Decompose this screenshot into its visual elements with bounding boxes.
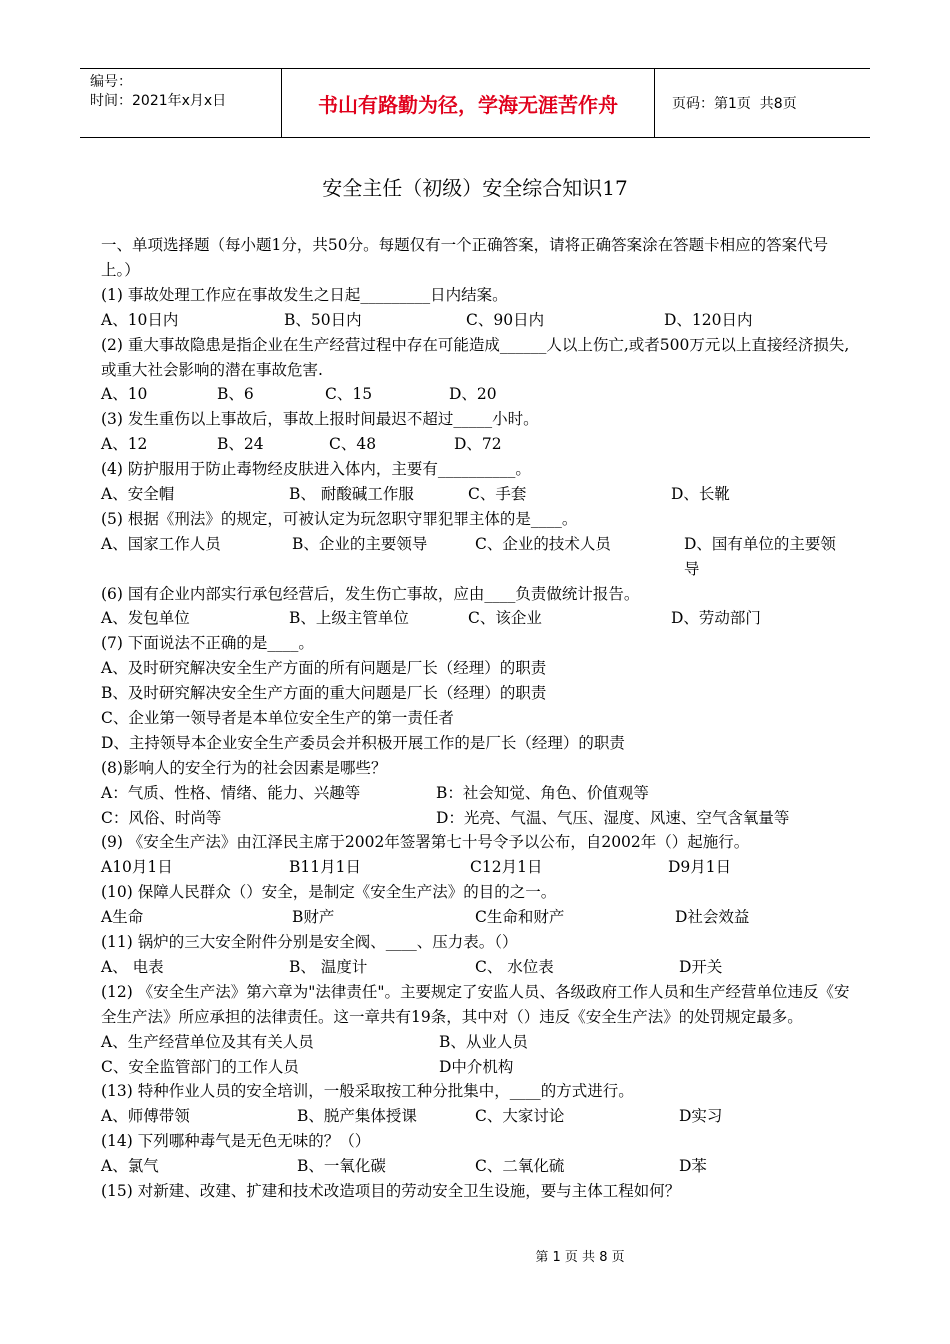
options-14 xyxy=(101,1154,851,1179)
option-a: A、安全帽 xyxy=(101,484,175,503)
options-10 xyxy=(101,905,851,930)
option-c: C：风俗、时尚等 xyxy=(101,808,222,827)
option-b: B财产 xyxy=(292,908,335,927)
options-11 xyxy=(101,955,851,980)
option-c: C、15 xyxy=(325,385,373,404)
option-b: B、企业的主要领导 xyxy=(292,534,428,553)
options-4 xyxy=(101,482,851,507)
option-d: D、20 xyxy=(449,385,497,404)
question-8: (8)影响人的安全行为的社会因素是哪些？ xyxy=(101,758,387,777)
option-b: B：社会知觉、角色、价值观等 xyxy=(436,783,649,802)
options-12-row2 xyxy=(101,1055,851,1080)
page-footer: 第 1 页 共 8 页 xyxy=(535,1250,625,1265)
option-b: B、50日内 xyxy=(284,310,362,329)
options-2 xyxy=(101,382,851,407)
question-3: (3) 发生重伤以上事故后，事故上报时间最迟不超过_____小时。 xyxy=(101,410,539,429)
option-d: D苯 xyxy=(679,1157,707,1176)
option-c: C、90日内 xyxy=(466,310,545,329)
option-d: D、国有单位的主要领导 xyxy=(684,534,836,578)
question-10: (10) 保障人民群众（）安全，是制定《安全生产法》的目的之一。 xyxy=(101,883,557,902)
date-label: 时间：2021年x月x日 xyxy=(90,93,227,109)
header-table xyxy=(80,68,870,138)
option-c: C、 水位表 xyxy=(475,957,554,976)
option-b: B、一氧化碳 xyxy=(297,1157,386,1176)
question-15: (15) 对新建、改建、扩建和技术改造项目的劳动安全卫生设施，要与主体工程如何？ xyxy=(101,1181,681,1200)
options-6 xyxy=(101,606,851,631)
option-b: B、从业人员 xyxy=(439,1032,528,1051)
option-d: D、72 xyxy=(454,435,502,454)
page-label: 页码：第1页 共8页 xyxy=(672,96,797,112)
question-9: (9) 《安全生产法》由江泽民主席于2002年签署第七十号令予以公布，自2002年（）起施行。 xyxy=(101,833,750,852)
option-c: C、该企业 xyxy=(468,609,542,628)
option-b: B、及时研究解决安全生产方面的重大问题是厂长（经理）的职责 xyxy=(101,684,547,703)
question-12: (12) 《安全生产法》第六章为"法律责任"。主要规定了安监人员、各级政府工作人员和生产经营单位违反《安全生产法》所应承担的法律责任。这一章共有19条，其中对（）违反《安全生产法》的处罚规定最多。 xyxy=(101,982,850,1026)
option-a: A、氯气 xyxy=(101,1157,159,1176)
options-8-row2 xyxy=(101,806,851,831)
option-d: D开关 xyxy=(679,957,723,976)
option-d: D、主持领导本企业安全生产委员会并积极开展工作的是厂长（经理）的职责 xyxy=(101,733,625,752)
options-1 xyxy=(101,308,851,333)
option-d: D、劳动部门 xyxy=(671,609,761,628)
option-d: D实习 xyxy=(679,1107,723,1126)
option-c: C、48 xyxy=(329,435,377,454)
option-a: A、生产经营单位及其有关人员 xyxy=(101,1032,314,1051)
question-13: (13) 特种作业人员的安全培训，一般采取按工种分批集中，____的方式进行。 xyxy=(101,1082,634,1101)
option-c: C、企业的技术人员 xyxy=(475,534,611,553)
options-5 xyxy=(101,532,851,582)
option-d: D9月1日 xyxy=(668,858,732,877)
option-a: A、10 xyxy=(101,385,148,404)
option-b: B、24 xyxy=(217,435,264,454)
option-c: C、二氧化硫 xyxy=(475,1157,565,1176)
option-d: D、长靴 xyxy=(671,484,730,503)
document-title: 安全主任（初级）安全综合知识17 xyxy=(322,176,628,200)
option-d: D、120日内 xyxy=(664,310,753,329)
option-a: A、10日内 xyxy=(101,310,179,329)
option-a: A10月1日 xyxy=(101,858,173,877)
options-9 xyxy=(101,855,851,880)
header-page-cell xyxy=(662,69,870,137)
option-d: D社会效益 xyxy=(675,908,750,927)
question-14: (14) 下列哪种毒气是无色无味的？（） xyxy=(101,1132,371,1151)
options-13 xyxy=(101,1104,851,1129)
question-4: (4) 防护服用于防止毒物经皮肤进入体内，主要有__________。 xyxy=(101,460,531,479)
options-3 xyxy=(101,432,851,457)
option-a: A、12 xyxy=(101,435,148,454)
option-c: C、大家讨论 xyxy=(475,1107,565,1126)
option-c: C12月1日 xyxy=(470,858,543,877)
option-a: A、 电表 xyxy=(101,957,164,976)
option-b: B、上级主管单位 xyxy=(289,609,409,628)
section-intro: 一、单项选择题（每小题1分，共50分。每题仅有一个正确答案，请将正确答案涂在答题卡相应的答案代号上。） xyxy=(101,236,829,279)
question-list xyxy=(101,233,851,1204)
option-d: D中介机构 xyxy=(439,1057,514,1076)
question-5: (5) 根据《刑法》的规定，可被认定为玩忽职守罪犯罪主体的是____。 xyxy=(101,509,578,528)
option-c: C、手套 xyxy=(468,484,527,503)
motto: 书山有路勤为径，学海无涯苦作舟 xyxy=(281,69,655,137)
question-2: (2) 重大事故隐患是指企业在生产经营过程中存在可能造成______人以上伤亡,或者500万元以上直接经济损失,或重大社会影响的潜在事故危害. xyxy=(101,335,850,379)
option-d: D：光亮、气温、气压、湿度、风速、空气含氧量等 xyxy=(436,808,790,827)
question-11: (11) 锅炉的三大安全附件分别是安全阀、____、压力表。（） xyxy=(101,933,518,952)
options-8-row1 xyxy=(101,781,851,806)
question-7: (7) 下面说法不正确的是____。 xyxy=(101,634,314,653)
question-6: (6) 国有企业内部实行承包经营后，发生伤亡事故，应由____负责做统计报告。 xyxy=(101,584,640,603)
option-c: C、安全监管部门的工作人员 xyxy=(101,1057,299,1076)
option-a: A、师傅带领 xyxy=(101,1107,190,1126)
question-1: (1) 事故处理工作应在事故发生之日起_________日内结案。 xyxy=(101,285,508,304)
option-b: B、脱产集体授课 xyxy=(297,1107,417,1126)
option-b: B、6 xyxy=(217,385,254,404)
option-c: C生命和财产 xyxy=(475,908,565,927)
option-b: B、 温度计 xyxy=(289,957,368,976)
options-12-row1 xyxy=(101,1030,851,1055)
option-a: A、及时研究解决安全生产方面的所有问题是厂长（经理）的职责 xyxy=(101,659,547,678)
option-a: A、国家工作人员 xyxy=(101,534,221,553)
option-a: A、发包单位 xyxy=(101,609,190,628)
number-label: 编号： xyxy=(90,74,132,90)
option-a: A生命 xyxy=(101,908,144,927)
header-left-cell xyxy=(80,69,280,141)
option-b: B、 耐酸碱工作服 xyxy=(289,484,414,503)
option-a: A：气质、性格、情绪、能力、兴趣等 xyxy=(101,783,361,802)
option-c: C、企业第一领导者是本单位安全生产的第一责任者 xyxy=(101,709,454,727)
option-b: B11月1日 xyxy=(289,858,361,877)
